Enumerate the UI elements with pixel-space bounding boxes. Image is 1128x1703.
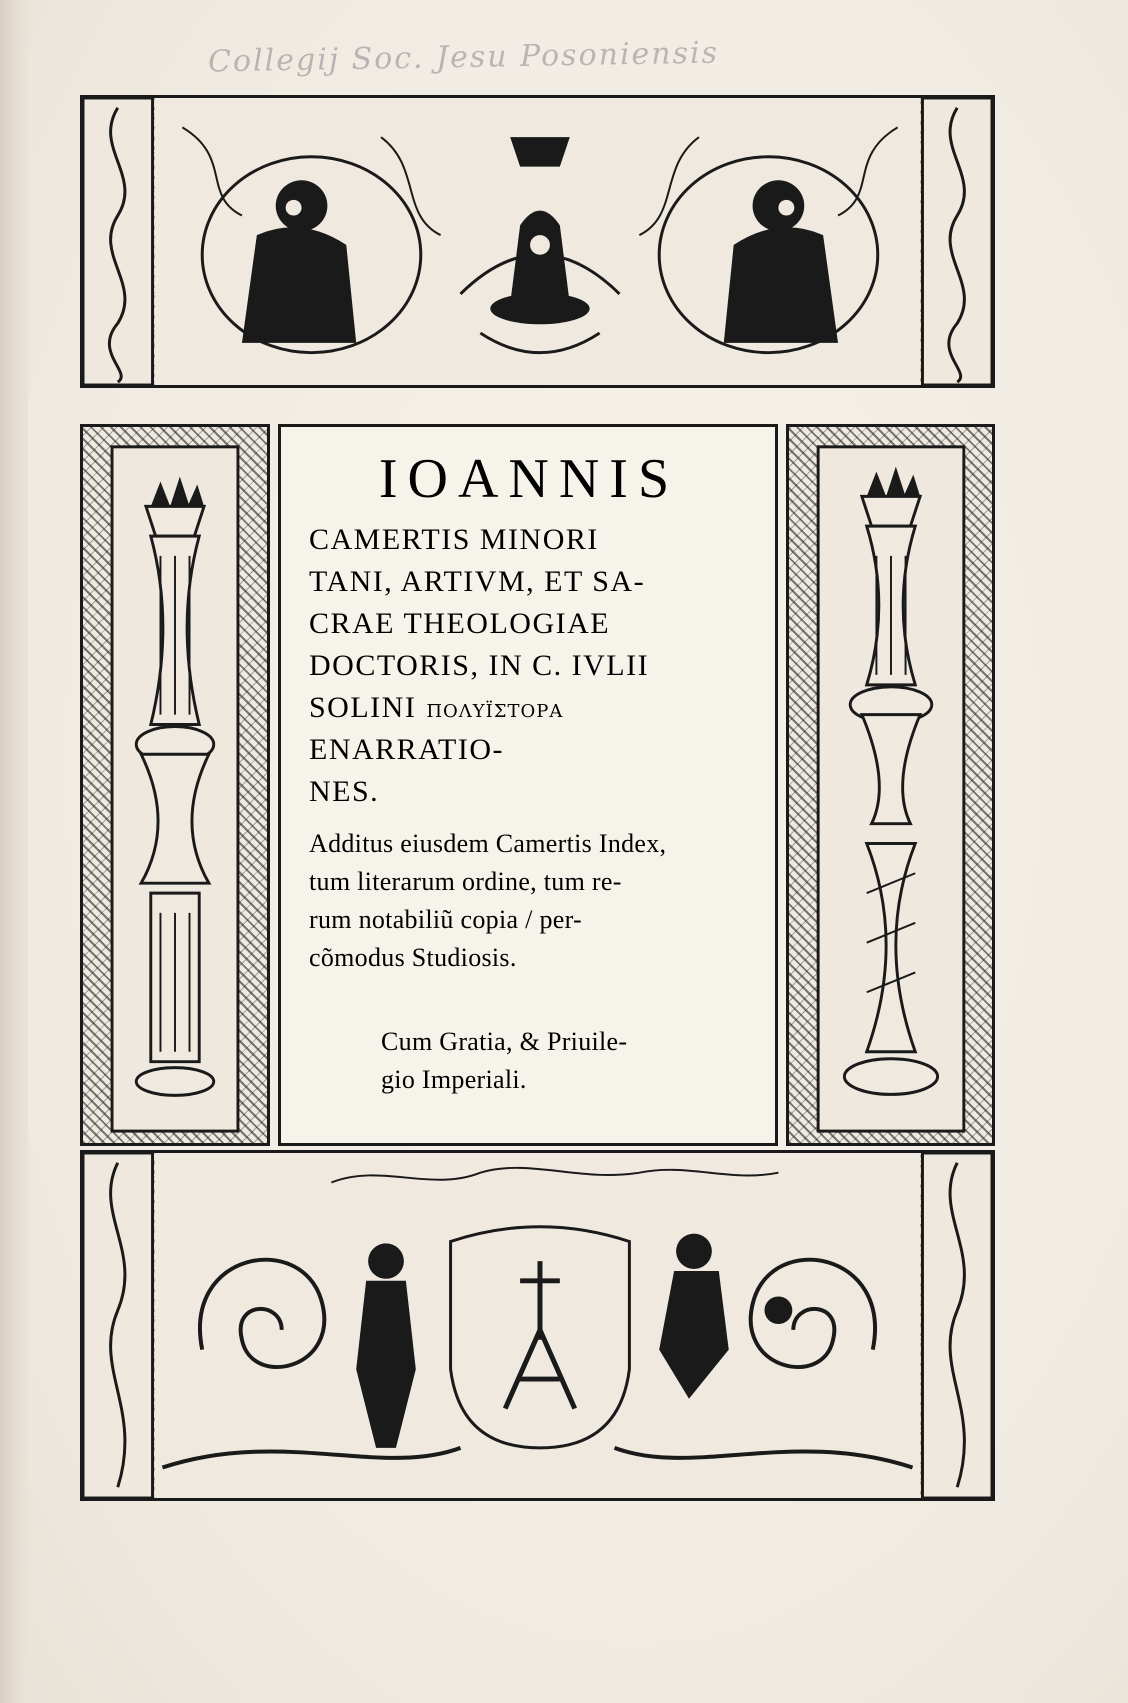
solini-word: SOLINI bbox=[309, 691, 417, 724]
index-note-line-2: tum literarum ordine, tum re- bbox=[309, 867, 622, 896]
woodcut-top-illustration bbox=[83, 98, 992, 385]
woodcut-left-pillar bbox=[80, 424, 270, 1146]
title-line-6: ENARRATIO- bbox=[309, 733, 504, 766]
inscription-text: Collegij Soc. Jesu Posoniensis bbox=[207, 35, 720, 80]
title-text-panel bbox=[278, 424, 778, 1146]
woodcut-top-border bbox=[80, 95, 995, 388]
title-line-7: NES. bbox=[309, 775, 380, 808]
greek-word: ΠΟΛΥΪΣΤΟΡΑ bbox=[426, 701, 564, 722]
woodcut-bottom-border bbox=[80, 1150, 995, 1501]
left-candelabrum-illustration bbox=[83, 427, 267, 1143]
title-line-2: TANI, ARTIVM, ET SA- bbox=[309, 565, 646, 598]
index-note-line-4: cõmodus Studiosis. bbox=[309, 943, 517, 972]
privilege-line-2: gio Imperiali. bbox=[381, 1065, 527, 1094]
title-line-1: CAMERTIS MINORI bbox=[309, 523, 599, 556]
title-line-4: DOCTORIS, IN C. IVLII bbox=[309, 649, 650, 682]
author-name-heading: IOANNIS bbox=[378, 448, 680, 510]
handwritten-ownership-inscription bbox=[208, 36, 928, 80]
title-line-3: CRAE THEOLOGIAE bbox=[309, 607, 611, 640]
index-note-line-1: Additus eiusdem Camertis Index, bbox=[309, 829, 667, 858]
privilege-line-1: Cum Gratia, & Priuile- bbox=[381, 1027, 628, 1056]
index-note-line-3: rum notabiliũ copia / per- bbox=[309, 905, 582, 934]
title-line-5 bbox=[309, 691, 749, 725]
title-page bbox=[28, 0, 1128, 1703]
woodcut-bottom-illustration bbox=[83, 1153, 992, 1498]
